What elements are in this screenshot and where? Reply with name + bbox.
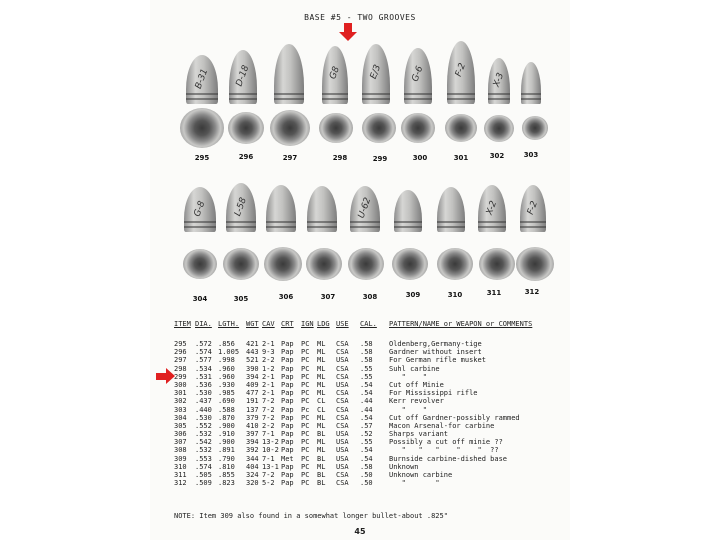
table-cell: PC [301, 446, 310, 455]
table-cell: BL [317, 479, 326, 488]
table-cell: .44 [360, 397, 373, 406]
table-cell: .823 [218, 479, 235, 488]
table-cell: .58 [360, 462, 373, 471]
item-number-label: 312 [524, 288, 540, 296]
bullet-base-photo [479, 248, 515, 280]
table-cell: 443 [246, 348, 259, 357]
table-cell: .54 [360, 413, 373, 422]
table-cell: 296 [174, 348, 187, 357]
bullet-base-photo [516, 247, 554, 281]
item-number-label: 305 [233, 295, 249, 303]
table-cell: USA [336, 438, 349, 447]
table-cell: PC [301, 421, 310, 430]
table-cell: .577 [195, 356, 212, 365]
table-cell: CSA [336, 471, 349, 479]
item-number-label: 301 [453, 154, 469, 162]
table-cell: Pap [281, 397, 294, 406]
table-cell: .588 [218, 405, 235, 414]
table-cell: USA [336, 462, 349, 471]
table-cell: PC [301, 364, 310, 373]
table-cell: Pap [281, 364, 294, 373]
bullet-base-photo [223, 248, 259, 280]
table-cell: .57 [360, 421, 373, 430]
table-cell: PC [301, 413, 310, 422]
bullet-marking: D-18 [234, 63, 252, 88]
table-cell: .910 [218, 430, 235, 439]
bullet-marking: U-62 [356, 196, 374, 221]
table-cell: .530 [195, 389, 212, 398]
table-cell: 9-3 [262, 348, 275, 357]
table-cell: ML [317, 372, 326, 381]
table-cell: " " [389, 372, 427, 381]
table-cell: For German rifle musket [389, 356, 486, 365]
table-cell: .531 [195, 372, 212, 381]
table-cell: Pc [301, 405, 310, 414]
table-cell: .856 [218, 340, 235, 348]
table-cell: ML [317, 462, 326, 471]
table-cell: ML [317, 348, 326, 357]
table-cell: .690 [218, 397, 235, 406]
table-cell: .998 [218, 356, 235, 365]
table-cell: Pap [281, 471, 294, 479]
table-cell: CSA [336, 340, 349, 348]
bullet-marking: G-8 [192, 199, 208, 219]
table-cell: 295 [174, 340, 187, 348]
item-number-label: 299 [372, 155, 388, 163]
table-cell: 404 [246, 462, 259, 471]
table-cell: Cut off Minie [389, 380, 444, 389]
table-cell: ML [317, 421, 326, 430]
table-cell: 379 [246, 413, 259, 422]
table-cell: 7-2 [262, 405, 275, 414]
table-cell: 7-2 [262, 471, 275, 479]
table-cell: CSA [336, 389, 349, 398]
table-cell: PC [301, 380, 310, 389]
table-cell: 305 [174, 421, 187, 430]
table-cell: CSA [336, 372, 349, 381]
item-number-label: 311 [486, 289, 502, 297]
bullet-base-photo [401, 113, 435, 144]
table-cell: USA [336, 446, 349, 455]
table-cell: Kerr revolver [389, 397, 444, 406]
item-number-label: 306 [278, 293, 294, 301]
table-cell: ML [317, 438, 326, 447]
column-header: ITEM [174, 320, 191, 328]
table-cell: .55 [360, 364, 373, 373]
table-cell: .532 [195, 430, 212, 439]
table-cell: PC [301, 356, 310, 365]
table-cell: .985 [218, 389, 235, 398]
bullet-base-photo [183, 249, 217, 280]
table-cell: Unknown [389, 462, 419, 471]
table-cell: .50 [360, 471, 373, 479]
bullet-marking: G8 [328, 65, 342, 81]
table-cell: .574 [195, 348, 212, 357]
table-cell: CSA [336, 421, 349, 430]
table-cell: .505 [195, 471, 212, 479]
table-cell: BL [317, 471, 326, 479]
table-cell: PC [301, 454, 310, 463]
item-number-label: 297 [282, 154, 298, 162]
table-cell: .54 [360, 389, 373, 398]
table-cell: 298 [174, 364, 187, 373]
bullet-base-photo [180, 108, 224, 148]
column-header: DIA. [195, 320, 212, 328]
bullet-marking: F-2 [453, 61, 469, 79]
bullet-base-photo [228, 112, 264, 144]
table-cell: .54 [360, 380, 373, 389]
table-cell: 2-2 [262, 356, 275, 365]
table-cell: Pap [281, 372, 294, 381]
table-cell: Pap [281, 462, 294, 471]
bullet-marking: G-6 [410, 65, 426, 84]
table-cell: PC [301, 340, 310, 348]
item-number-label: 310 [447, 291, 463, 299]
table-cell: Pap [281, 430, 294, 439]
table-cell: Pap [281, 380, 294, 389]
table-cell: .574 [195, 462, 212, 471]
bullet-base-photo [362, 113, 396, 144]
bullet-base-photo [445, 114, 477, 143]
table-cell: 13-2 [262, 438, 279, 447]
table-cell: .54 [360, 454, 373, 463]
table-cell: .870 [218, 413, 235, 422]
table-cell: Burnside carbine-dished base [389, 454, 508, 463]
table-cell: .960 [218, 372, 235, 381]
table-cell: .553 [195, 454, 212, 463]
column-header: CAV [262, 320, 275, 328]
table-cell: 521 [246, 356, 259, 365]
table-cell: Possibly a cut off minie ?? [389, 438, 503, 447]
table-cell: 392 [246, 446, 259, 455]
table-cell: 2-1 [262, 372, 275, 381]
table-cell: 2-1 [262, 389, 275, 398]
table-cell: 324 [246, 471, 259, 479]
table-cell: PC [301, 471, 310, 479]
table-cell: 307 [174, 438, 187, 447]
table-cell: .810 [218, 462, 235, 471]
table-cell: .960 [218, 364, 235, 373]
table-cell: Pap [281, 389, 294, 398]
bullet-marking: X-3 [491, 72, 507, 89]
table-cell: 191 [246, 397, 259, 406]
table-cell: PC [301, 397, 310, 406]
table-cell: ML [317, 356, 326, 365]
item-number-label: 308 [362, 293, 378, 301]
table-cell: BL [317, 454, 326, 463]
table-cell: " " [389, 405, 427, 414]
table-cell: 7-2 [262, 397, 275, 406]
table-cell: .55 [360, 372, 373, 381]
table-cell: 320 [246, 479, 259, 488]
table-cell: For Mississippi rifle [389, 389, 478, 398]
column-header: CAL. [360, 320, 377, 328]
item-number-label: 303 [523, 151, 539, 159]
column-header: LGTH. [218, 320, 240, 328]
bullet-base-photo [484, 115, 514, 142]
column-header: LDG [317, 320, 330, 328]
bullet-base-photo [522, 116, 548, 139]
item-number-label: 304 [192, 295, 208, 303]
table-cell: PC [301, 430, 310, 439]
table-cell: 421 [246, 340, 259, 348]
table-cell: Pap [281, 340, 294, 348]
table-cell: .58 [360, 348, 373, 357]
table-cell: .552 [195, 421, 212, 430]
table-cell: .855 [218, 471, 235, 479]
bullet-base-photo [437, 248, 473, 280]
table-cell: Pap [281, 446, 294, 455]
table-cell: 306 [174, 430, 187, 439]
table-cell: Pap [281, 479, 294, 488]
table-cell: Macon Arsenal-for carbine [389, 421, 495, 430]
table-cell: Unknown carbine [389, 471, 453, 479]
table-cell: 301 [174, 389, 187, 398]
table-cell: .58 [360, 356, 373, 365]
table-cell: Pap [281, 356, 294, 365]
table-cell: .891 [218, 446, 235, 455]
item-number-label: 307 [320, 293, 336, 301]
table-cell: 13-1 [262, 462, 279, 471]
table-cell: 2-1 [262, 380, 275, 389]
item-number-label: 309 [405, 291, 421, 299]
table-cell: .50 [360, 479, 373, 488]
table-cell: USA [336, 380, 349, 389]
table-cell: " " " " " ?? [389, 446, 499, 455]
table-cell: 137 [246, 405, 259, 414]
item-number-label: 298 [332, 154, 348, 162]
table-cell: .572 [195, 340, 212, 348]
table-cell: PC [301, 348, 310, 357]
table-cell: Pap [281, 405, 294, 414]
table-cell: BL [317, 430, 326, 439]
bullet-marking: E/3 [368, 63, 384, 81]
table-cell: 7-1 [262, 430, 275, 439]
table-cell: PC [301, 438, 310, 447]
table-cell: 5-2 [262, 479, 275, 488]
table-cell: 2-1 [262, 340, 275, 348]
table-cell: 1-2 [262, 364, 275, 373]
table-cell: ML [317, 413, 326, 422]
table-cell: 308 [174, 446, 187, 455]
table-cell: .532 [195, 446, 212, 455]
table-cell: 299 [174, 372, 187, 381]
table-cell: 10-2 [262, 446, 279, 455]
item-number-label: 300 [412, 154, 428, 162]
bullet-marking: F-2 [525, 199, 541, 217]
table-cell: CSA [336, 405, 349, 414]
table-cell: ML [317, 380, 326, 389]
table-cell: 394 [246, 438, 259, 447]
table-cell: USA [336, 430, 349, 439]
item-number-label: 295 [194, 154, 210, 162]
table-cell: Pap [281, 413, 294, 422]
table-cell: CSA [336, 397, 349, 406]
table-cell: 302 [174, 397, 187, 406]
bullet-base-photo [392, 248, 428, 280]
table-cell: .44 [360, 405, 373, 414]
table-cell: Suhl carbine [389, 364, 440, 373]
table-cell: 297 [174, 356, 187, 365]
table-cell: PC [301, 389, 310, 398]
table-cell: Pap [281, 348, 294, 357]
column-header: PATTERN/NAME or WEAPON or COMMENTS [389, 320, 533, 328]
bullet-marking: L-58 [233, 195, 249, 218]
table-cell: 303 [174, 405, 187, 414]
table-cell: CL [317, 397, 326, 406]
table-cell: PC [301, 479, 310, 488]
table-cell: .534 [195, 364, 212, 373]
table-cell: USA [336, 454, 349, 463]
table-cell: .58 [360, 340, 373, 348]
table-cell: .900 [218, 421, 235, 430]
table-cell: 304 [174, 413, 187, 422]
table-cell: Oldenberg,Germany-tige [389, 340, 482, 348]
table-cell: ML [317, 389, 326, 398]
table-cell: 1.005 [218, 348, 240, 357]
table-cell: .536 [195, 380, 212, 389]
table-cell: CSA [336, 364, 349, 373]
table-cell: PC [301, 462, 310, 471]
column-header: WGT [246, 320, 259, 328]
table-cell: Met [281, 454, 294, 463]
table-cell: CSA [336, 348, 349, 357]
table-cell: .930 [218, 380, 235, 389]
table-cell: .530 [195, 413, 212, 422]
table-cell: .55 [360, 438, 373, 447]
table-cell: 344 [246, 454, 259, 463]
table-cell: Pap [281, 438, 294, 447]
bullet-base-photo [264, 247, 302, 281]
table-cell: .54 [360, 446, 373, 455]
bullet-marking: X-2 [484, 199, 500, 217]
item-number-label: 296 [238, 153, 254, 161]
table-cell: 409 [246, 380, 259, 389]
table-cell: Cut off Gardner-possibly rammed [389, 413, 520, 422]
table-cell: ML [317, 446, 326, 455]
bullet-base-photo [306, 248, 342, 280]
table-cell: ML [317, 364, 326, 373]
table-cell: 390 [246, 364, 259, 373]
table-cell: CSA [336, 479, 349, 488]
table-cell: Sharps variant [389, 430, 449, 439]
table-cell: Pap [281, 421, 294, 430]
column-header: IGN [301, 320, 314, 328]
bullet-base-photo [270, 110, 310, 146]
table-cell: USA [336, 356, 349, 365]
table-cell: .790 [218, 454, 235, 463]
table-cell: 310 [174, 462, 187, 471]
item-number-label: 302 [489, 152, 505, 160]
table-cell: 394 [246, 372, 259, 381]
bullet-marking: B-31 [193, 67, 211, 91]
table-cell: ML [317, 340, 326, 348]
page-title: BASE #5 - TWO GROOVES [304, 13, 416, 22]
table-cell: 312 [174, 479, 187, 488]
table-cell: .52 [360, 430, 373, 439]
bullet-base-photo [319, 113, 353, 144]
table-cell: 7-1 [262, 454, 275, 463]
table-cell: 7-2 [262, 413, 275, 422]
table-cell: 397 [246, 430, 259, 439]
table-cell: 311 [174, 471, 187, 479]
table-cell: 477 [246, 389, 259, 398]
table-cell: " " [389, 479, 440, 488]
column-header: USE [336, 320, 349, 328]
table-cell: .542 [195, 438, 212, 447]
table-cell: .437 [195, 397, 212, 406]
page-number: 45 [354, 527, 366, 536]
table-cell: .440 [195, 405, 212, 414]
bullet-base-photo [348, 248, 384, 280]
table-cell: 410 [246, 421, 259, 430]
table-cell: CL [317, 405, 326, 414]
table-cell: .509 [195, 479, 212, 488]
table-cell: 300 [174, 380, 187, 389]
table-cell: PC [301, 372, 310, 381]
table-cell: 2-2 [262, 421, 275, 430]
table-cell: CSA [336, 413, 349, 422]
column-header: CRT [281, 320, 294, 328]
table-cell: 309 [174, 454, 187, 463]
table-cell: Gardner without insert [389, 348, 482, 357]
table-note: NOTE: Item 309 also found in a somewhat longer bullet-about .825" [174, 512, 448, 520]
table-cell: .900 [218, 438, 235, 447]
